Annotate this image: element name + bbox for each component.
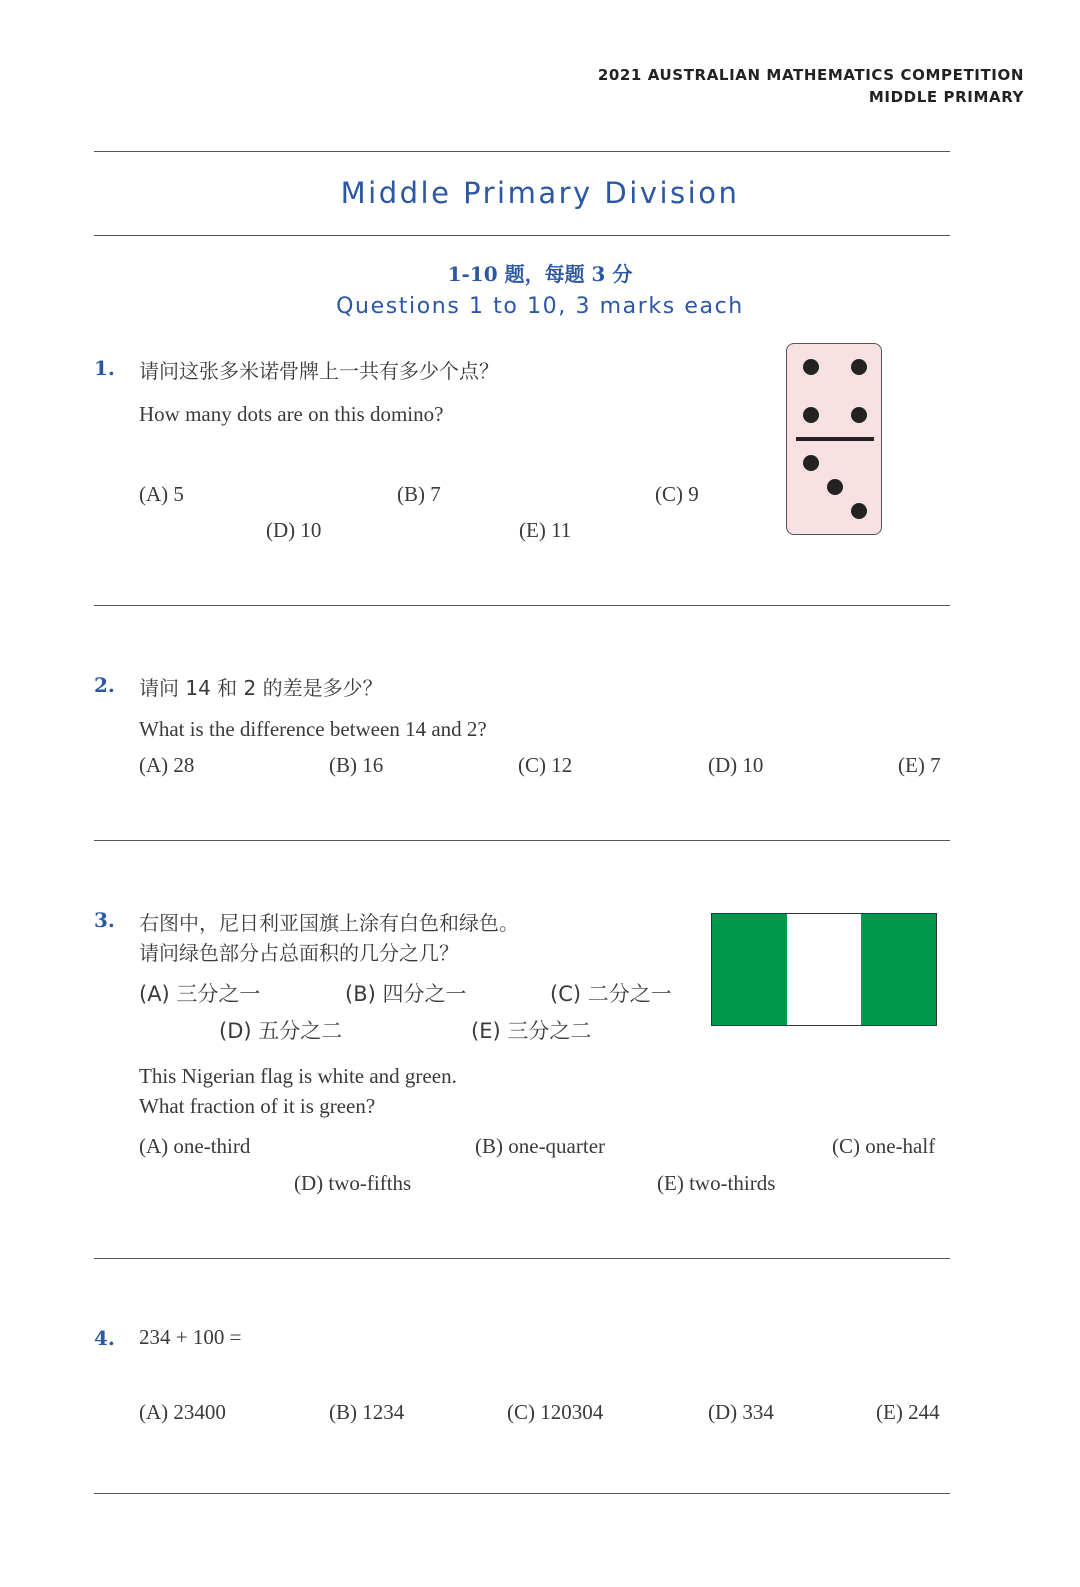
option-e[interactable]: (E) 11 <box>519 518 572 542</box>
option-b[interactable]: (B) 7 <box>397 482 441 506</box>
flag-stripe-green <box>712 914 787 1025</box>
question-text-cn-line2: 请问绿色部分占总面积的几分之几？ <box>139 941 459 965</box>
option-c[interactable]: (C) 9 <box>655 482 699 506</box>
divider <box>94 1493 950 1494</box>
question-text-en: How many dots are on this domino? <box>139 402 444 426</box>
section-subtitle-en: Questions 1 to 10, 3 marks each <box>336 294 744 319</box>
question-text-en-line1: This Nigerian flag is white and green. <box>139 1064 457 1088</box>
divider <box>94 1258 950 1259</box>
option-e[interactable]: (E) 244 <box>876 1400 940 1424</box>
question-text-cn-line1: 右图中，尼日利亚国旗上涂有白色和绿色。 <box>139 911 519 935</box>
domino-dot <box>827 479 843 495</box>
option-c[interactable]: (C) 12 <box>518 753 573 777</box>
question-expression: 234 + 100 = <box>139 1325 242 1349</box>
option-c-cn[interactable]: (C) 二分之一 <box>550 982 672 1006</box>
question-number: 1. <box>94 356 115 380</box>
question-number: 2. <box>94 673 115 697</box>
domino-dot <box>851 407 867 423</box>
domino-figure <box>786 343 882 535</box>
domino-dot <box>803 359 819 375</box>
domino-dot <box>803 407 819 423</box>
divider <box>94 235 950 236</box>
question-text-en: What is the difference between 14 and 2? <box>139 717 487 741</box>
question-number: 4. <box>94 1326 115 1350</box>
option-a[interactable]: (A) one-third <box>139 1134 251 1158</box>
option-d[interactable]: (D) two-fifths <box>294 1171 412 1195</box>
flag-stripe-green <box>861 914 936 1025</box>
option-c[interactable]: (C) one-half <box>832 1134 936 1158</box>
question-text-cn: 请问这张多米诺骨牌上一共有多少个点？ <box>139 359 499 383</box>
option-b-cn[interactable]: (B) 四分之一 <box>345 982 467 1006</box>
question-text-en-line2: What fraction of it is green? <box>139 1094 376 1118</box>
option-e[interactable]: (E) two-thirds <box>657 1171 776 1195</box>
flag-stripe-white <box>787 914 862 1025</box>
option-e-cn[interactable]: (E) 三分之二 <box>471 1019 592 1043</box>
nigerian-flag-figure <box>711 913 937 1026</box>
domino-dot <box>803 455 819 471</box>
option-a[interactable]: (A) 28 <box>139 753 195 777</box>
divider <box>94 605 950 606</box>
option-b[interactable]: (B) 16 <box>329 753 384 777</box>
section-subtitle-cn: 1-10 题，每题 3 分 <box>447 262 633 286</box>
option-b[interactable]: (B) 1234 <box>329 1400 405 1424</box>
option-c[interactable]: (C) 120304 <box>507 1400 604 1424</box>
divider <box>94 840 950 841</box>
question-number: 3. <box>94 908 115 932</box>
page-title: Middle Primary Division <box>340 176 740 210</box>
question-text-cn: 请问 14 和 2 的差是多少？ <box>139 676 383 700</box>
domino-dot <box>851 503 867 519</box>
divider <box>94 151 950 152</box>
option-a[interactable]: (A) 5 <box>139 482 184 506</box>
domino-divider <box>796 437 874 441</box>
option-a[interactable]: (A) 23400 <box>139 1400 226 1424</box>
option-b[interactable]: (B) one-quarter <box>475 1134 606 1158</box>
option-d[interactable]: (D) 10 <box>266 518 322 542</box>
domino-dot <box>851 359 867 375</box>
option-d[interactable]: (D) 10 <box>708 753 764 777</box>
option-a-cn[interactable]: (A) 三分之一 <box>139 982 261 1006</box>
option-d-cn[interactable]: (D) 五分之二 <box>219 1019 343 1043</box>
option-e[interactable]: (E) 7 <box>898 753 941 777</box>
option-d[interactable]: (D) 334 <box>708 1400 774 1424</box>
division-label: MIDDLE PRIMARY <box>868 88 1024 106</box>
competition-title: 2021 AUSTRALIAN MATHEMATICS COMPETITION <box>597 66 1024 84</box>
